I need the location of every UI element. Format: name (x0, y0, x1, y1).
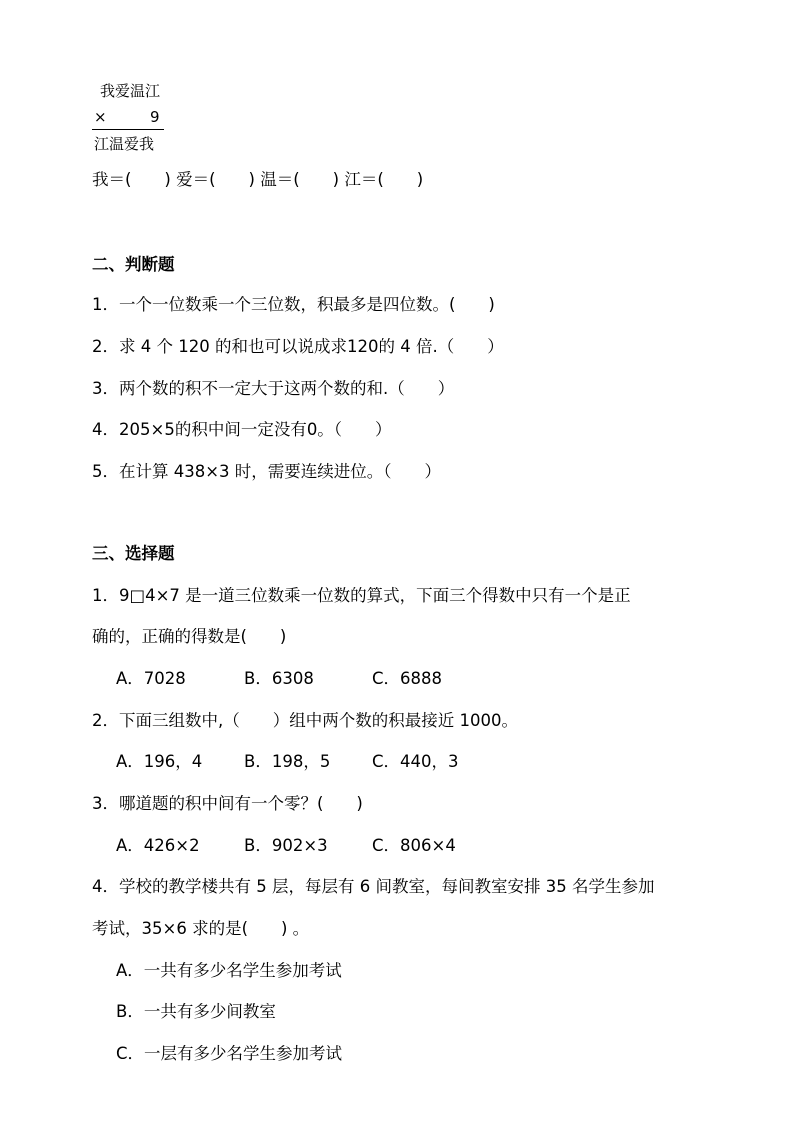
choice-q1-line1: 1．9□4×7 是一道三位数乘一位数的算式，下面三个得数中只有一个是正 (92, 586, 631, 605)
puzzle-answer-line: 我＝( ) 爱＝( ) 温＝( ) 江＝( ) (92, 170, 424, 189)
choice-q1-line2: 确的，正确的得数是( ) (92, 627, 287, 646)
section3-title: 三、选择题 (92, 544, 175, 563)
choice-q1-option-a: A．7028 (116, 669, 186, 688)
judge-question-1: 1．一个一位数乘一个三位数，积最多是四位数。( ) (92, 295, 495, 314)
choice-q1-option-c: C．6888 (372, 669, 443, 688)
choice-q4-option-c: C．一层有多少名学生参加考试 (116, 1044, 343, 1063)
choice-q3-text: 3．哪道题的积中间有一个零？( ) (92, 794, 363, 813)
judge-question-4: 4．205×5的积中间一定没有0。（ ） (92, 420, 392, 439)
puzzle-rule-line (92, 129, 164, 130)
judge-question-5: 5．在计算 438×3 时，需要连续进位。（ ） (92, 462, 442, 481)
choice-q4-option-a: A．一共有多少名学生参加考试 (116, 961, 342, 980)
section2-title: 二、判断题 (92, 255, 175, 274)
judge-question-3: 3．两个数的积不一定大于这两个数的和.（ ） (92, 379, 455, 398)
puzzle-multiplier: 9 (150, 108, 160, 126)
choice-q3-option-c: C．806×4 (372, 836, 456, 855)
puzzle-product: 江温爱我 (94, 135, 155, 153)
puzzle-multiplicand: 我爱温江 (100, 82, 161, 100)
choice-q3-option-b: B．902×3 (244, 836, 328, 855)
choice-q2-text: 2．下面三组数中,（ ）组中两个数的积最接近 1000。 (92, 711, 518, 730)
judge-question-2: 2．求 4 个 120 的和也可以说成求120的 4 倍.（ ） (92, 337, 504, 356)
choice-q1-option-b: B．6308 (244, 669, 314, 688)
choice-q4-option-b: B．一共有多少间教室 (116, 1002, 276, 1021)
puzzle-operator: × (94, 108, 107, 126)
choice-q4-line2: 考试，35×6 求的是( ) 。 (92, 919, 310, 938)
choice-q2-option-c: C．440，3 (372, 752, 459, 771)
choice-q3-option-a: A．426×2 (116, 836, 200, 855)
choice-q2-option-a: A．196，4 (116, 752, 203, 771)
choice-q2-option-b: B．198，5 (244, 752, 331, 771)
choice-q4-line1: 4．学校的教学楼共有 5 层，每层有 6 间教室，每间教室安排 35 名学生参加 (92, 877, 655, 896)
